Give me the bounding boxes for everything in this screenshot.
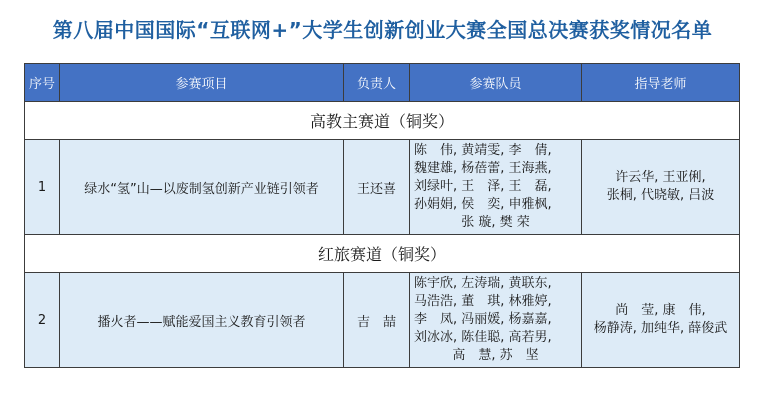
member-line: 刘冰冰, 陈佳聪, 高若男, <box>414 330 552 345</box>
advisor-line: 尚 莹, 康 伟, <box>615 303 706 318</box>
row-advisors <box>582 273 740 368</box>
row-leader: 吉 喆 <box>344 273 410 368</box>
track-label: 红旅赛道（铜奖） <box>25 235 740 273</box>
table-row <box>25 140 740 235</box>
member-line: 马浩浩, 董 琪, 林雅婷, <box>414 294 552 309</box>
member-line: 刘绿叶, 王 泽, 王 磊, <box>414 179 552 194</box>
member-line: 陈宇欣, 左涛瑞, 黄联东, <box>414 276 552 291</box>
row-leader: 王还喜 <box>344 140 410 235</box>
advisor-line: 许云华, 王亚俐, <box>615 170 706 185</box>
header-index: 序号 <box>25 64 60 102</box>
row-project: 播火者——赋能爱国主义教育引领者 <box>60 273 344 368</box>
row-advisors <box>582 140 740 235</box>
track-label: 高教主赛道（铜奖） <box>25 102 740 140</box>
member-line: 魏建雄, 杨蓓蕾, 王海燕, <box>414 161 552 176</box>
row-members <box>410 273 582 368</box>
award-table <box>24 63 740 368</box>
member-line: 陈 伟, 黄靖雯, 李 倩, <box>414 143 552 158</box>
advisor-line: 杨静涛, 加纯华, 薛俊武 <box>593 321 728 336</box>
row-index: 1 <box>25 140 60 235</box>
row-project: 绿水“氢”山—以废制氢创新产业链引领者 <box>60 140 344 235</box>
track-row <box>25 102 740 140</box>
table-header-row <box>25 64 740 102</box>
page-title: 第八届中国国际“互联网+”大学生创新创业大赛全国总决赛获奖情况名单 <box>52 18 713 42</box>
header-project: 参赛项目 <box>60 64 344 102</box>
row-members <box>410 140 582 235</box>
member-line: 孙娟娟, 侯 奕, 申雅枫, <box>414 197 552 212</box>
header-leader: 负责人 <box>344 64 410 102</box>
member-line: 高 慧, 苏 坚 <box>452 348 539 363</box>
header-advisors: 指导老师 <box>582 64 740 102</box>
table-row <box>25 273 740 368</box>
member-line: 张 璇, 樊 荣 <box>461 215 530 230</box>
row-index: 2 <box>25 273 60 368</box>
track-row <box>25 235 740 273</box>
advisor-line: 张桐, 代晓敏, 吕波 <box>606 188 715 203</box>
member-line: 李 凤, 冯丽媛, 杨嘉嘉, <box>414 312 552 327</box>
header-members: 参赛队员 <box>410 64 582 102</box>
